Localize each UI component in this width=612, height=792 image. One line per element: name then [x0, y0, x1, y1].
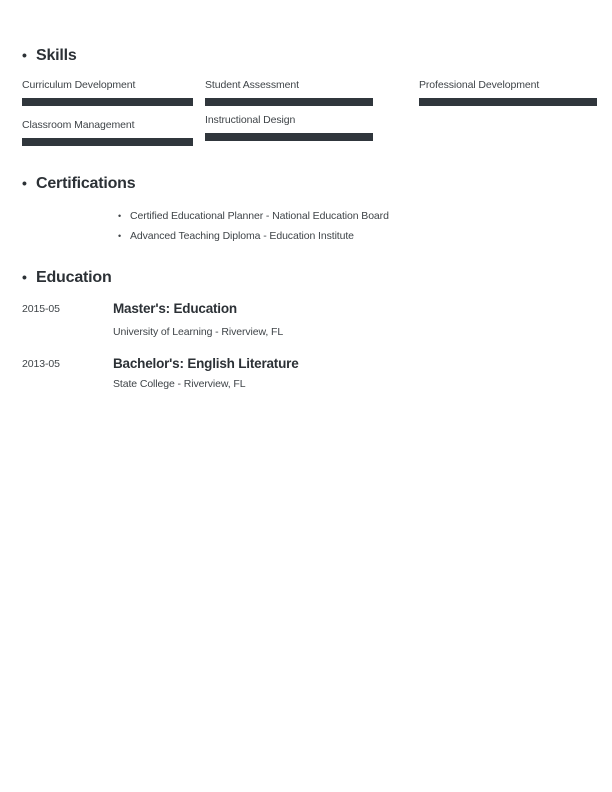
section-title-education: Education	[36, 269, 112, 286]
section-heading-education	[22, 268, 112, 287]
skill-label: Curriculum Development	[22, 79, 136, 91]
section-heading-skills	[22, 46, 77, 65]
skill-item	[419, 79, 597, 106]
certification-text: Advanced Teaching Diploma - Education Institute	[130, 230, 354, 242]
education-date: 2015-05	[22, 303, 60, 315]
certifications-list	[118, 206, 389, 246]
section-bullet-icon: •	[22, 175, 27, 191]
list-bullet-icon: •	[118, 211, 122, 221]
section-heading-certifications	[22, 174, 135, 193]
list-bullet-icon: •	[118, 231, 122, 241]
skill-level-bar	[205, 133, 373, 141]
skill-label: Professional Development	[419, 79, 540, 91]
education-degree: Master's: Education	[113, 301, 237, 316]
section-title-skills: Skills	[36, 47, 77, 64]
section-bullet-icon: •	[22, 47, 27, 63]
skill-label: Student Assessment	[205, 79, 299, 91]
skill-item	[22, 119, 193, 146]
education-degree: Bachelor's: English Literature	[113, 356, 299, 371]
skill-level-bar	[22, 98, 193, 106]
section-bullet-icon: •	[22, 269, 27, 285]
education-date: 2013-05	[22, 358, 60, 370]
skill-level-bar	[22, 138, 193, 146]
education-institution: State College - Riverview, FL	[113, 378, 246, 390]
certification-text: Certified Educational Planner - National Education Board	[130, 210, 389, 222]
skill-item	[205, 79, 373, 106]
list-item	[118, 226, 389, 246]
list-item	[118, 206, 389, 226]
skill-label: Instructional Design	[205, 114, 296, 126]
skill-item	[205, 114, 373, 141]
skill-item	[22, 79, 193, 106]
section-title-certifications: Certifications	[36, 175, 136, 192]
skill-level-bar	[205, 98, 373, 106]
skill-label: Classroom Management	[22, 119, 135, 131]
skill-level-bar	[419, 98, 597, 106]
education-institution: University of Learning - Riverview, FL	[113, 326, 284, 338]
